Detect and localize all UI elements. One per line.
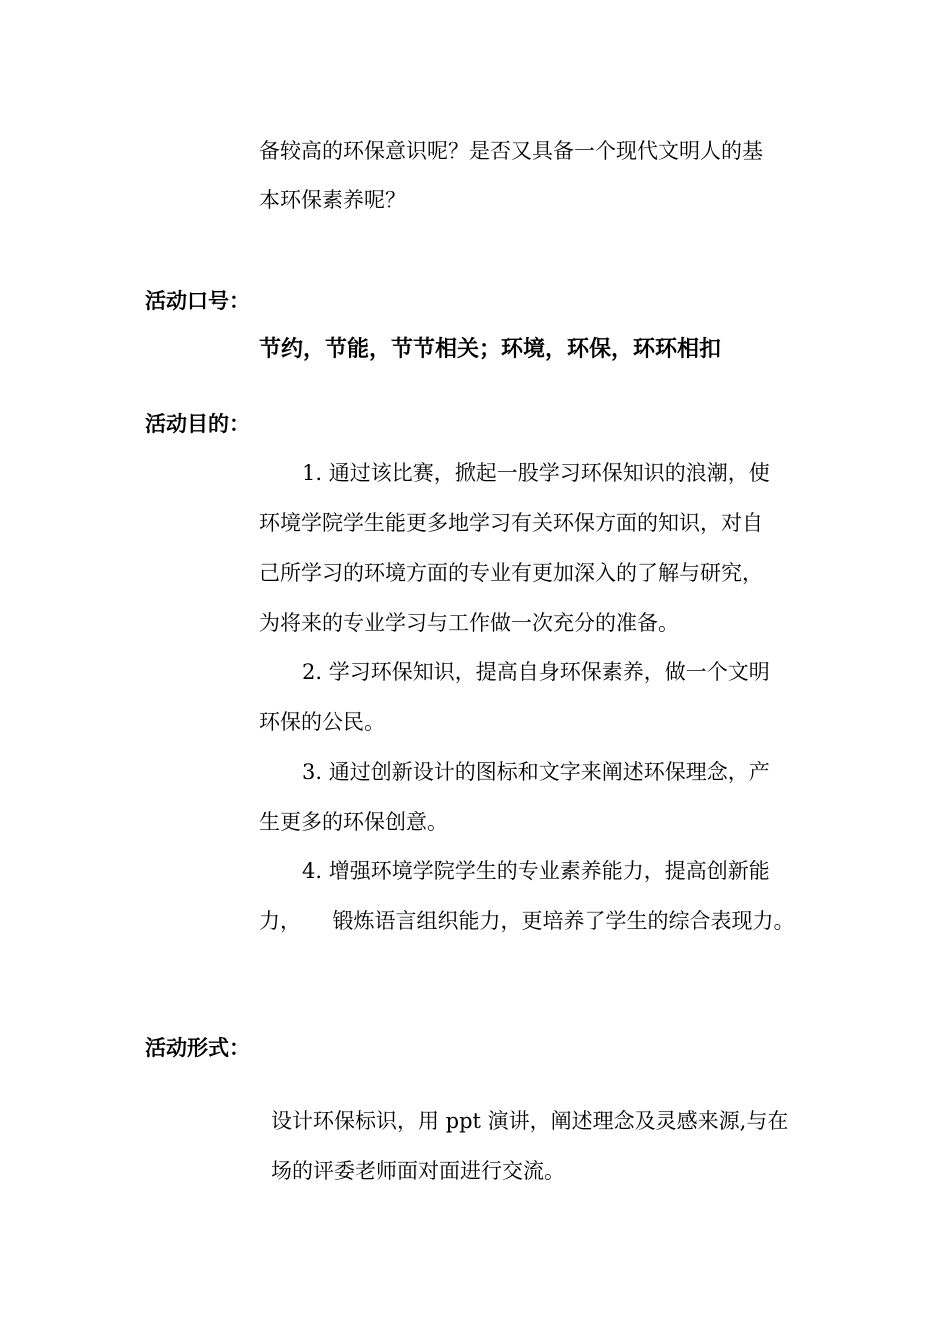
intro-line-2: 本环保素养呢？ <box>259 188 406 212</box>
purpose-item-4-line-2: 力， 锻炼语言组织能力，更培养了学生的综合表现力。 <box>259 909 795 933</box>
purpose-item-3-line-1: 3. 通过创新设计的图标和文字来阐述环保理念，产 <box>302 760 770 784</box>
intro-line-1: 备较高的环保意识呢？是否又具备一个现代文明人的基 <box>259 139 763 163</box>
purpose-item-3-line-2: 生更多的环保创意。 <box>259 810 448 834</box>
format-line-1: 设计环保标识，用 ppt 演讲，阐述理念及灵感来源,与在 <box>271 1109 789 1133</box>
purpose-item-2-line-1: 2. 学习环保知识，提高自身环保素养，做一个文明 <box>302 660 770 684</box>
purpose-item-1-line-1: 1. 通过该比赛，掀起一股学习环保知识的浪潮，使 <box>302 461 770 485</box>
purpose-item-4-line-1: 4. 增强环境学院学生的专业素养能力，提高创新能 <box>302 859 770 883</box>
purpose-item-1-line-4: 为将来的专业学习与工作做一次充分的准备。 <box>259 611 679 635</box>
purpose-item-1-line-3: 己所学习的环境方面的专业有更加深入的了解与研究， <box>259 561 763 585</box>
format-heading: 活动形式： <box>145 1036 250 1060</box>
purpose-heading: 活动目的： <box>145 412 250 436</box>
slogan-heading: 活动口号： <box>145 289 250 313</box>
purpose-item-2-line-2: 环保的公民。 <box>259 710 385 734</box>
purpose-item-1-line-2: 环境学院学生能更多地学习有关环保方面的知识，对自 <box>259 511 763 535</box>
format-line-2: 场的评委老师面对面进行交流。 <box>271 1159 565 1183</box>
slogan-text: 节约，节能，节节相关；环境，环保，环环相扣 <box>259 337 722 362</box>
